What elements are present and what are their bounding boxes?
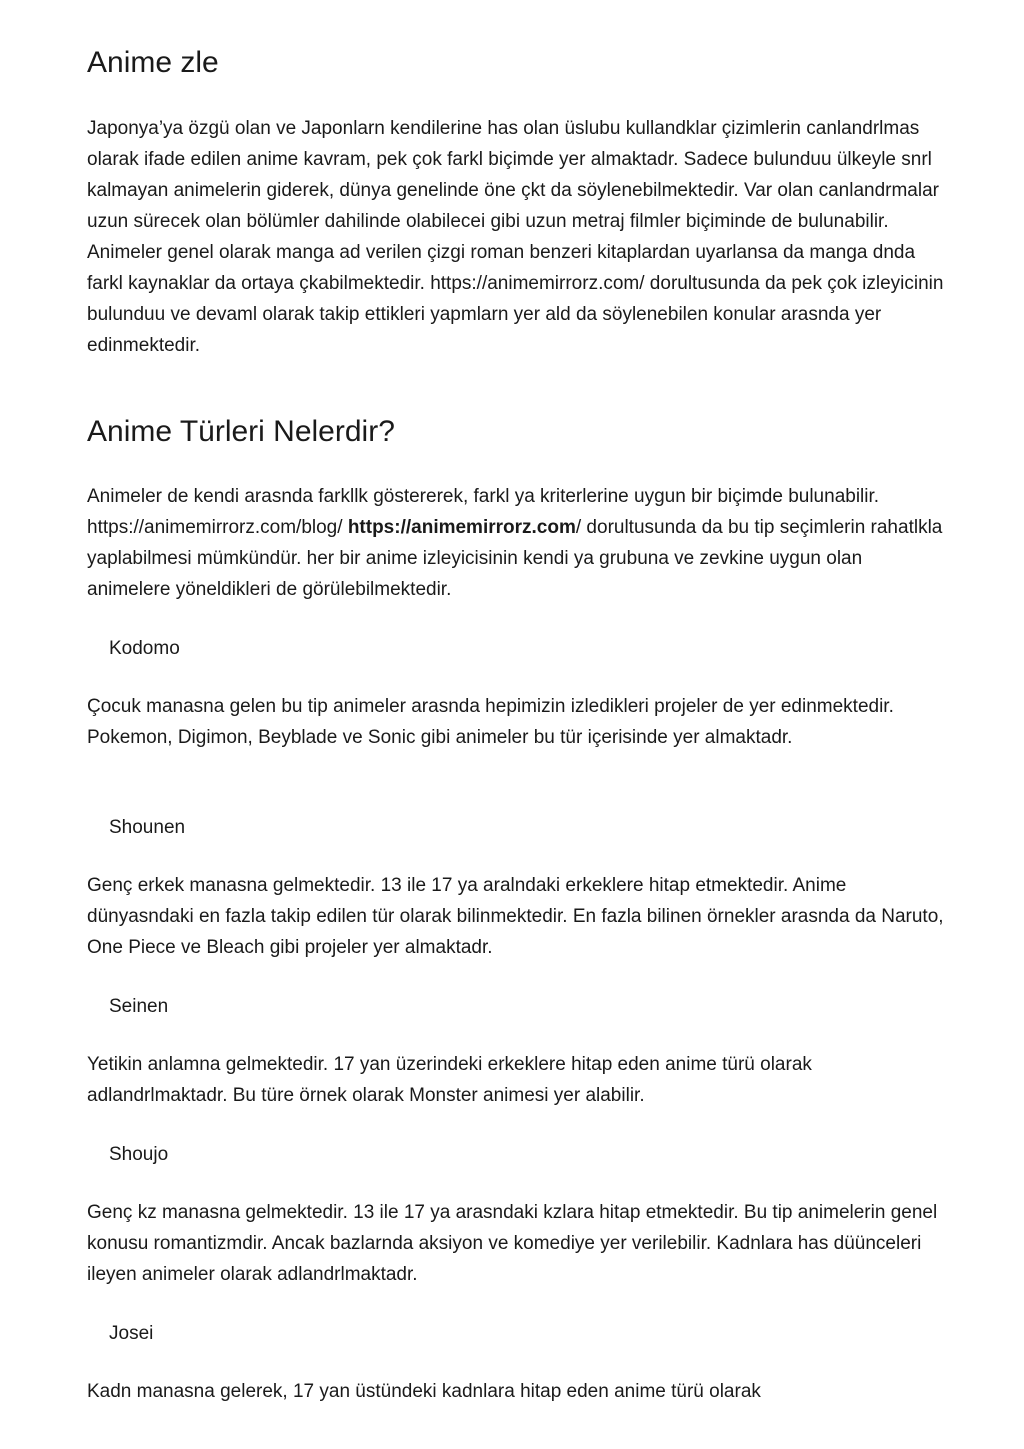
type-description-kodomo: Çocuk manasna gelen bu tip animeler arasnda hepimizin izledikleri projeler de yer edinmektedir. Pokemon, Digimon, Beyblade ve Sonic gibi animeler bu tür içerisinde yer almaktadr. xyxy=(87,696,894,748)
section-title-anime-izle: Anime zle xyxy=(87,46,219,79)
intro-text-after: / dorultusunda da bu tip seçimlerin rahatlkla yaplabilmesi mümkündür. her bir anime izleyicisinin kendi ya grubuna ve zevkine uygun olan animelere yöneldikleri de görülebilmektedir. xyxy=(87,517,943,600)
section-title-anime-turleri: Anime Türleri Nelerdir? xyxy=(87,415,395,448)
type-description-josei: Kadn manasna gelerek, 17 yan üstündeki kadnlara hitap eden anime türü olarak xyxy=(87,1381,761,1402)
type-name-kodomo: Kodomo xyxy=(109,638,180,659)
type-description-seinen: Yetikin anlamna gelmektedir. 17 yan üzerindeki erkeklere hitap eden anime türü olarak adlandrlmaktadr. Bu türe örnek olarak Monster animesi yer alabilir. xyxy=(87,1054,812,1106)
section2-intro-paragraph xyxy=(87,481,947,605)
intro-link-prefix[interactable]: https:// xyxy=(347,517,412,538)
type-name-seinen: Seinen xyxy=(109,996,169,1017)
intro-text-before: Animeler de kendi arasnda farkllk göstererek, farkl ya kriterlerine uygun bir biçimde bulunabilir. https://animemirrorz.com/blog/ xyxy=(87,486,880,538)
type-name-josei: Josei xyxy=(109,1323,154,1344)
type-name-shoujo: Shoujo xyxy=(109,1144,169,1165)
type-description-shoujo: Genç kz manasna gelmektedir. 13 ile 17 ya arasndaki kzlara hitap etmektedir. Bu tip animelerin genel konusu romantizmdir. Ancak bazlarnda aksiyon ve komediye yer verilebilir. Kadnlara has düünceleri ileyen animeler olarak adlandrlmaktadr. xyxy=(87,1202,938,1285)
section1-paragraph: Japonya’ya özgü olan ve Japonlarn kendilerine has olan üslubu kullandklar çizimlerin canlandrlmas olarak ifade edilen anime kavram, pek çok farkl biçimde yer almaktadr. Sadece bulunduu ülkeyle snrl kalmayan animelerin giderek, dünya genelinde öne çkt da söylenebilmektedir. Var olan canlandrmalar uzun sürecek olan bölümler dahilinde olabilecei gibi uzun metraj filmler biçiminde de bulunabilir. Animeler genel olarak manga ad verilen çizgi roman benzeri kitaplardan uyarlansa da manga dnda farkl kaynaklar da ortaya çkabilmektedir. https://animemirrorz.com/ dorultusunda da pek çok izleyicinin bulunduu ve devaml olarak takip ettikleri yapmlarn yer ald da söylenebilen konular arasnda yer edinmektedir. xyxy=(87,118,944,356)
type-name-shounen: Shounen xyxy=(109,817,186,838)
intro-link-name[interactable]: animemirrorz.com xyxy=(411,517,576,538)
type-description-shounen: Genç erkek manasna gelmektedir. 13 ile 17 ya aralndaki erkeklere hitap etmektedir. Anime dünyasndaki en fazla takip edilen tür olarak bilinmektedir. En fazla bilinen örnekler arasnda da Naruto, One Piece ve Bleach gibi projeler yer almaktadr. xyxy=(87,875,944,958)
